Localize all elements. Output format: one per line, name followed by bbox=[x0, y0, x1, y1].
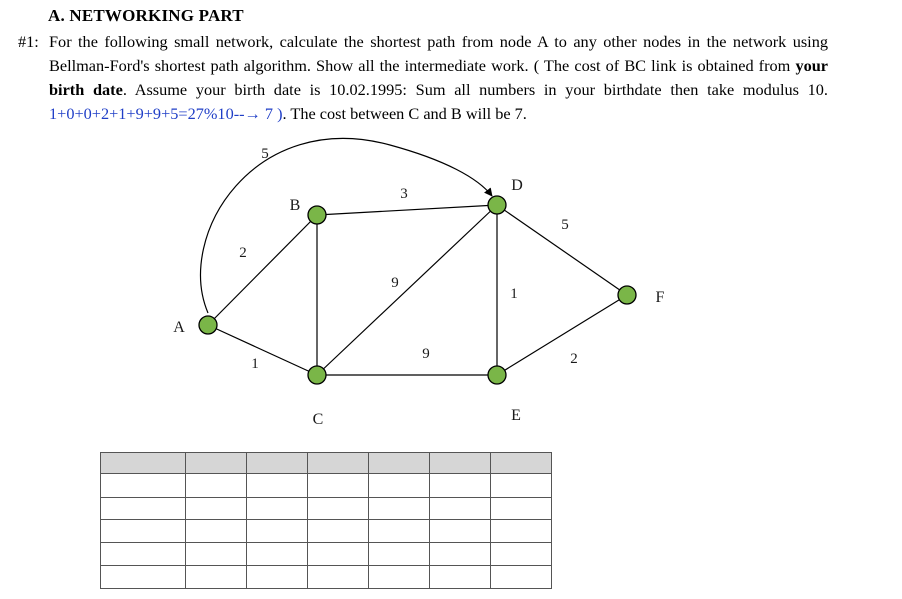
edge-cost-b-d: 3 bbox=[400, 186, 408, 202]
edge-cost-a-c: 1 bbox=[251, 356, 259, 372]
node-d bbox=[488, 196, 506, 214]
problem-text-1: For the following small network, calculate the shortest path from node A to any other nodes in the network using Bellman-Ford's shortest path algorithm. Show all the intermediate work. ( The cost of BC link is obtained from bbox=[49, 32, 828, 75]
bc-cost-calculation: 1+0+0+2+1+9+9+5=27%10--→ 7 ) bbox=[49, 104, 283, 123]
table-cell bbox=[186, 453, 247, 474]
problem-text-2: . Assume your birth date is 10.02.1995: Sum all numbers in your birthdate then take modulus 10. bbox=[122, 80, 829, 99]
table-cell bbox=[491, 566, 552, 589]
table-row bbox=[101, 520, 552, 543]
edge-a-c bbox=[208, 325, 317, 375]
table-cell bbox=[430, 520, 491, 543]
node-label-d: D bbox=[511, 177, 523, 194]
table-cell bbox=[247, 543, 308, 566]
node-a bbox=[199, 316, 217, 334]
table-cell bbox=[308, 453, 369, 474]
table-cell bbox=[369, 566, 430, 589]
edge-cost-d-e: 1 bbox=[510, 286, 518, 302]
problem-text-3: . The cost between C and B will be 7. bbox=[282, 104, 527, 123]
table-row bbox=[101, 498, 552, 520]
edge-cost-a-d: 5 bbox=[261, 146, 269, 162]
edge-a-b bbox=[208, 215, 317, 325]
section-heading: A. NETWORKING PART bbox=[48, 6, 244, 25]
edge-cost-c-e: 9 bbox=[422, 346, 430, 362]
table-cell bbox=[101, 498, 186, 520]
table-cell bbox=[491, 543, 552, 566]
table-cell bbox=[247, 566, 308, 589]
table-row bbox=[101, 566, 552, 589]
table-cell bbox=[369, 498, 430, 520]
birth-date-phrase: your birth date bbox=[49, 56, 828, 99]
edge-cost-a-b: 2 bbox=[239, 245, 247, 261]
table-cell bbox=[308, 520, 369, 543]
table-cell bbox=[369, 474, 430, 498]
table-cell bbox=[247, 453, 308, 474]
table-cell bbox=[186, 566, 247, 589]
table-cell bbox=[186, 474, 247, 498]
table-row bbox=[101, 474, 552, 498]
table-cell bbox=[247, 498, 308, 520]
bellman-ford-table bbox=[100, 452, 552, 589]
table-cell bbox=[369, 543, 430, 566]
edge-e-f bbox=[497, 295, 627, 375]
table-cell bbox=[308, 474, 369, 498]
table-cell bbox=[491, 520, 552, 543]
problem-number: #1: bbox=[18, 32, 39, 51]
table-cell bbox=[186, 498, 247, 520]
edge-a-d bbox=[201, 138, 492, 313]
node-label-a: A bbox=[173, 319, 185, 336]
table-cell bbox=[430, 453, 491, 474]
table-cell bbox=[101, 453, 186, 474]
table-cell bbox=[430, 474, 491, 498]
table-row bbox=[101, 543, 552, 566]
table-cell bbox=[101, 543, 186, 566]
table-cell bbox=[308, 498, 369, 520]
table-cell bbox=[186, 543, 247, 566]
table-cell bbox=[186, 520, 247, 543]
table-cell bbox=[101, 474, 186, 498]
table-header-row bbox=[101, 453, 552, 474]
table-cell bbox=[430, 498, 491, 520]
table-cell bbox=[369, 520, 430, 543]
table-cell bbox=[308, 543, 369, 566]
edge-cost-c-d: 9 bbox=[391, 275, 399, 291]
table-cell bbox=[430, 543, 491, 566]
node-c bbox=[308, 366, 326, 384]
node-label-e: E bbox=[511, 407, 521, 424]
table-cell bbox=[101, 520, 186, 543]
table-cell bbox=[247, 520, 308, 543]
edge-cost-d-f: 5 bbox=[561, 217, 569, 233]
node-e bbox=[488, 366, 506, 384]
node-f bbox=[618, 286, 636, 304]
node-label-b: B bbox=[289, 197, 301, 214]
table-cell bbox=[491, 474, 552, 498]
edge-b-d bbox=[317, 205, 497, 215]
table-cell bbox=[491, 453, 552, 474]
node-label-f: F bbox=[655, 289, 665, 306]
node-label-c: C bbox=[312, 411, 324, 428]
table-cell bbox=[430, 566, 491, 589]
table-cell bbox=[491, 498, 552, 520]
table-cell bbox=[308, 566, 369, 589]
edge-c-d bbox=[317, 205, 497, 375]
node-b bbox=[308, 206, 326, 224]
table-cell bbox=[369, 453, 430, 474]
table-cell bbox=[101, 566, 186, 589]
edge-cost-e-f: 2 bbox=[570, 351, 578, 367]
table-cell bbox=[247, 474, 308, 498]
